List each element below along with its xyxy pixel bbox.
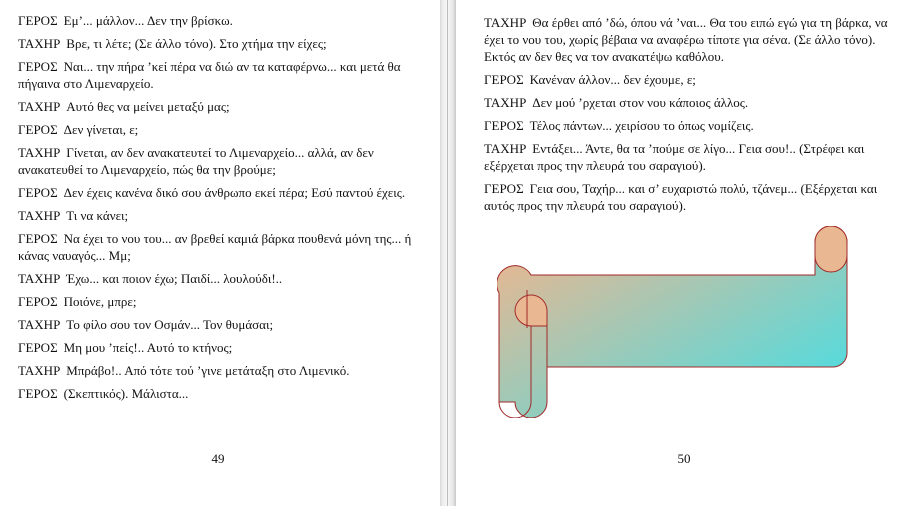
speaker-name: ΓΕΡΟΣ [18, 59, 58, 74]
dialogue-line: Μπράβο!.. Από τότε τού ’γινε μετάταξη στο Λιμενικό. [66, 363, 350, 378]
dialogue-paragraph [18, 12, 423, 29]
dialogue-paragraph [18, 270, 423, 287]
dialogue-line: (Σκεπτικός). Μάλιστα... [63, 386, 189, 401]
dialogue-paragraph [18, 35, 423, 52]
speaker-name: ΓΕΡΟΣ [18, 185, 58, 200]
dialogue-line: Τι να κάνει; [66, 208, 129, 223]
dialogue-paragraph [18, 121, 423, 138]
dialogue-paragraph [18, 230, 423, 264]
dialogue-line: Θα έρθει από ’δώ, όπου νά ’ναι... Θα του ειπώ εγώ για τη βάρκα, να έχει το νου του, χωρίς βέβαια να αναφέρω τίποτε για σένα. (Σε άλλο τόνο). Εκτός αν δεν θες να τον ανακατέψω καθόλου. [484, 15, 888, 64]
dialogue-line: Γίνεται, αν δεν ανακατευτεί το Λιμεναρχείο... αλλά, αν δεν ανακατευθεί το Λιμεναρχείο, πώς θα την βρούμε; [18, 145, 374, 177]
dialogue-paragraph [18, 144, 423, 178]
dialogue-line: Γεια σου, Ταχήρ... και σ’ ευχαριστώ πολύ, τζάνεμ... (Εξέρχεται και αυτός προς την πλευρά του σαραγιού). [484, 181, 878, 213]
dialogue-paragraph [18, 316, 423, 333]
dialogue-paragraph [18, 339, 423, 356]
dialogue-paragraph [18, 58, 423, 92]
dialogue-paragraph [484, 71, 889, 88]
page-number: 50 [677, 451, 691, 466]
speaker-name: ΓΕΡΟΣ [484, 72, 524, 87]
dialogue-line: Δεν γίνεται, ε; [63, 122, 139, 137]
dialogue-paragraph [18, 385, 423, 402]
speaker-name: ΓΕΡΟΣ [18, 231, 58, 246]
speaker-name: ΓΕΡΟΣ [18, 122, 58, 137]
dialogue-line: Δεν μού ’ρχεται στον νου κάποιος άλλος. [532, 95, 749, 110]
speaker-name: ΓΕΡΟΣ [18, 294, 58, 309]
scroll-banner-shape [497, 226, 869, 418]
speaker-name: ΓΕΡΟΣ [484, 118, 524, 133]
dialogue-line: Το φίλο σου τον Οσμάν... Τον θυμάσαι; [66, 317, 274, 332]
dialogue-paragraph [18, 98, 423, 115]
speaker-name: ΤΑΧΗΡ [18, 208, 61, 223]
gutter-divider [447, 0, 448, 506]
left-page-text [18, 12, 423, 408]
dialogue-line: Εμ’... μάλλον... Δεν την βρίσκω. [63, 13, 233, 28]
dialogue-paragraph [484, 180, 889, 214]
dialogue-paragraph [18, 207, 423, 224]
dialogue-line: Κανέναν άλλον... δεν έχουμε, ε; [529, 72, 696, 87]
dialogue-line: Βρε, τι λέτε; (Σε άλλο τόνο). Στο χτήμα την είχες; [66, 36, 327, 51]
left-page [0, 0, 440, 506]
dialogue-paragraph [18, 362, 423, 379]
dialogue-line: Ναι... την πήρα ’κεί πέρα να διώ αν τα καταφέρνω... και μετά θα πήγαινα στο Λιμεναρχείο. [18, 59, 401, 91]
speaker-name: ΓΕΡΟΣ [18, 386, 58, 401]
dialogue-line: Έχω... και ποιον έχω; Παιδί... λουλούδι!.. [66, 271, 283, 286]
book-gutter [440, 0, 456, 506]
dialogue-paragraph [484, 14, 889, 65]
right-page-text [484, 14, 889, 220]
speaker-name: ΤΑΧΗΡ [18, 36, 61, 51]
speaker-name: ΤΑΧΗΡ [18, 317, 61, 332]
dialogue-line: Αυτό θες να μείνει μεταξύ μας; [66, 99, 230, 114]
speaker-name: ΤΑΧΗΡ [18, 363, 61, 378]
speaker-name: ΤΑΧΗΡ [484, 95, 527, 110]
dialogue-paragraph [18, 184, 423, 201]
dialogue-line: Δεν έχεις κανένα δικό σου άνθρωπο εκεί πέρα; Εσύ παντού έχεις. [63, 185, 406, 200]
scroll-left-roll [515, 295, 547, 326]
speaker-name: ΤΑΧΗΡ [18, 99, 61, 114]
speaker-name: ΤΑΧΗΡ [484, 141, 527, 156]
speaker-name: ΤΑΧΗΡ [18, 271, 61, 286]
speaker-name: ΤΑΧΗΡ [18, 145, 61, 160]
speaker-name: ΓΕΡΟΣ [18, 13, 58, 28]
speaker-name: ΤΑΧΗΡ [484, 15, 527, 30]
dialogue-line: Τέλος πάντων... χειρίσου το όπως νομίζεις. [529, 118, 754, 133]
dialogue-line: Εντάξει... Άντε, θα τα ’πούμε σε λίγο... Γεια σου!.. (Στρέφει και εξέρχεται προς την πλευρά του σαραγιού). [484, 141, 865, 173]
dialogue-paragraph [18, 293, 423, 310]
scroll-top-roll [815, 226, 847, 272]
dialogue-paragraph [484, 140, 889, 174]
page-number: 49 [211, 451, 225, 466]
speaker-name: ΓΕΡΟΣ [18, 340, 58, 355]
dialogue-paragraph [484, 94, 889, 111]
dialogue-paragraph [484, 117, 889, 134]
speaker-name: ΓΕΡΟΣ [484, 181, 524, 196]
dialogue-line: Ποιόνε, μπρε; [63, 294, 137, 309]
dialogue-line: Μη μου ’πείς!.. Αυτό το κτήνος; [63, 340, 233, 355]
dialogue-line: Να έχει το νου του... αν βρεθεί καμιά βάρκα πουθενά μόνη της... ή κάνας ναυαγός... Μμ; [18, 231, 412, 263]
scroll-body [497, 226, 847, 418]
